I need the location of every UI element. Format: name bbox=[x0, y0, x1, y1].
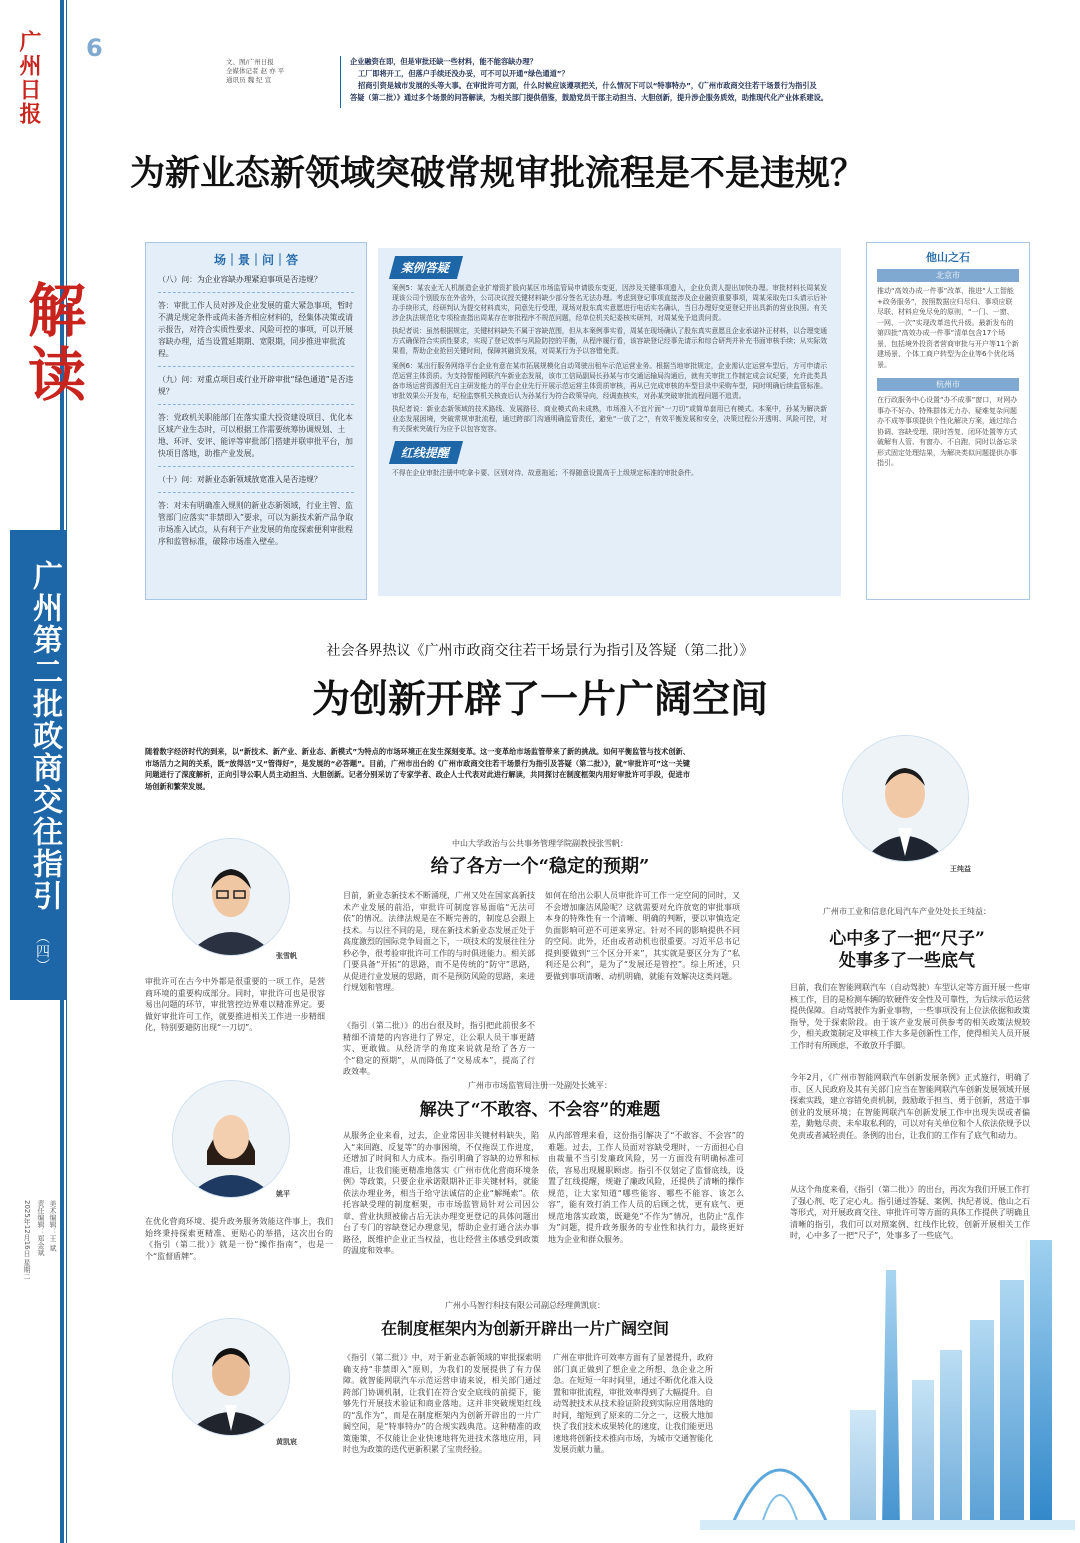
qa-box-title: 场｜景｜问｜答 bbox=[213, 253, 298, 267]
summary-line: 招商引资是城市发展的头等大事。在审批许可方面，什么时候应该遵项把关，什么情况下可以“特事特办”，《广州市政商交往若干场景行为指引及 bbox=[358, 81, 817, 90]
qa-question: （十）问：对新业态新领域放宽准入是否违规？ bbox=[158, 475, 322, 484]
feature-kicker: 社会各界热议《广州市政商交往若干场景行为指引及答疑（第二批）》 bbox=[326, 643, 754, 659]
divider bbox=[158, 404, 354, 406]
beijing-text: 推动“高效办成一件事”改革，推进“人工智能+政务服务”，按照数据应归尽归、事项应联尽联、材料应免尽免的原则，“一门、一窗、一网、一次”实现改革迭代升级。最新发布的第四批“高效办成一件事”清单包含17个场景，包括境外投资者营商审批与开户等11个新建场景、个体工商户转型为企业等6个优化场景。 bbox=[877, 287, 1019, 369]
s2-who: 广州市工业和信息化局汽车产业处处长王纯益： bbox=[823, 907, 991, 916]
portrait-caption: 姚平 bbox=[276, 1190, 290, 1198]
series-number: （四） bbox=[34, 930, 50, 972]
credit-line: 文、图/广州日报 bbox=[226, 58, 274, 66]
editor-info-3 bbox=[48, 1200, 57, 1400]
feature-title: 为创新开辟了一片广阔空间 bbox=[311, 676, 768, 721]
divider bbox=[158, 466, 354, 468]
qa-box bbox=[145, 242, 367, 600]
s4-who: 广州小马智行科技有限公司副总经理黄凯宸： bbox=[445, 1301, 605, 1310]
portrait-caption: 王纯益 bbox=[950, 865, 971, 873]
section-label-jiedu: 解读 bbox=[18, 280, 86, 408]
credit-line: 通讯员 魏 纪 宣 bbox=[226, 76, 272, 84]
summary-line: 企业融资在即，但是审批还缺一些材料，能不能容缺办理？ bbox=[350, 57, 537, 66]
case-6: 案例6：某出行服务网络平台企业有意在某市拓展规模化自动驾驶出租车示范运营业务。根据当地审批规定，企业需认定运营车型后，方可申请示范运营主体资质。为支持智能网联汽车新业态发展，该市工信局副局长孙某与市交通运输局沟通后，就有关审批工作制定成会议纪要，允许此类具备市场运营资源但无自主研发能力的平台企业先行开展示范运营主体资质审核，再从已完成审核的车型目录中采购车型，同时明确后续监管标准。审批效果公开发布，纪检监察机关核查后认为孙某行为符合政策导向，经调查核实，对孙某突破审批流程问题不追责。 bbox=[392, 362, 827, 400]
avatar bbox=[842, 735, 969, 862]
red-line-title-wrap bbox=[392, 441, 827, 464]
divider bbox=[158, 292, 354, 294]
avatar bbox=[172, 838, 290, 956]
city-label-hangzhou: 杭州市 bbox=[877, 378, 1019, 391]
credits bbox=[226, 58, 336, 85]
qa-answer: 答：审批工作人员对涉及企业发展的重大紧急事项，暂时不满足规定条件或尚未备齐相应材料的，经集体决策或请示报告，对符合实质性要求、风险可控的事项，可以开展容缺办理，适当设置延期期、宽限期，同步推进审批流程。 bbox=[158, 301, 353, 358]
s3-title: 解决了“不敢容、不会容”的难题 bbox=[419, 1100, 661, 1120]
city-skyline-illustration bbox=[700, 1230, 1075, 1530]
left-border-thin bbox=[66, 0, 67, 1543]
city-label-beijing: 北京市 bbox=[877, 269, 1019, 282]
editor-info-2 bbox=[36, 1200, 45, 1400]
case-5: 案例5：某农业无人机制造企业扩增资扩股向某区市场监管局申请股东变更，因涉及关键事项遗入，企业负责人提出加快办理。审批材料长周某发现该公司个别股东在外省外，公司决议授关键材料缺少部分签名无法办理。考虑到登记事项直接涉及企业融资重要事项，周某采取先口头请示后补办手续形式，经研判认为提交材料真实，同意先行受理，现场对股东真实意愿进行电话实名确认，当日办理好变更登记并出具新的营业执照。有关涉企执法规范化专项检查指出周某存在审批程序不规范问题，经单位机关纪委核实研判，对周某免予追责问责。 bbox=[392, 284, 827, 322]
portrait-caption: 张雪帆 bbox=[276, 952, 297, 960]
avatar bbox=[172, 1318, 290, 1436]
qa-question: （八）问：为企业容缺办理紧迫事项是否违规？ bbox=[158, 275, 322, 284]
s1-paragraph: 如何在给出公职人员审批许可工作一定空间的同时，又不会增加廉洁风险呢？这就需要对允许放宽的审批事项本身的特殊性有一个清晰、明确的判断，要以审慎选定负面影响可逆不可逆来界定。针对不同的影响提供不同的空间。此外，还由或者动机也很重要。习近平总书记提到要做到“三个区分开来”，其实就是要区分为了“私利还是公利”，是为了“发展还是管控”。综上所述，只要做到事项清晰、动机明确，就能有效解决这类问题。 bbox=[545, 891, 740, 981]
other-cities-box bbox=[866, 242, 1030, 600]
s3-paragraph: 从内部管理来看，这份指引解决了“不敢容、不会容”的难题。过去，工作人员面对容缺受理时，一方面担心自由裁量不当引发廉政风险，另一方面没有明确标准可依，容易出现履职顾虑。指引不仅划定了监督底线，设置了红线提醒，规避了廉政风险，还提供了清晰的操作规范，让大家知道“哪些能容、哪些不能容、该怎么容”，能有效打消工作人员的后顾之忧，更有底气、更规范地落实政策，既避免“不作为”情况，也防止“乱作为”问题，提升政务服务的专业性和执行力，最终更好地为企业和群众服务。 bbox=[548, 1131, 744, 1244]
qa-answer: 答：党政机关职能部门在落实重大投资建设项目、优化本区域产业生态时，可以根据工作需要统筹协调规划、土地、环评、安评、能评等审批部门搭建并联审批平台，加快项目落地，助推产业发展。 bbox=[158, 413, 353, 458]
s4-paragraph: 广州在审批许可效率方面有了显著提升，政府部门真正做到了想企业之所想、急企业之所急。在短短一年时间里，通过不断优化准入设置和审批流程，审批效率得到了大幅提升。自动驾驶技术从技术验证阶段到实际应用落地的时间，缩短到了原来的二分之一，这极大地加快了我们技术成果转化的速度，让我们能更迅速地将创新技术推向市场，为城市交通智能化发展贡献力量。 bbox=[553, 1353, 713, 1454]
masthead-paper: 广州日报 bbox=[16, 30, 42, 126]
headline: 为新业态新领域突破常规审批流程是不是违规？ bbox=[130, 153, 866, 194]
s3-who: 广州市市场监管局注册一处副处长姚平： bbox=[468, 1081, 612, 1090]
s1-paragraph: 目前，新业态新技术不断涌现，广州又处在国家高新技术产业发展的前沿，审批许可制度容易面临“无法可依”的情况。法律法规是在不断完善的，制度总会跟上技术。与以往不同的是，现在新技术新业态发展正处于高度激烈的国际竞争局面之下，一项技术的发展往往分秒必争，很考验审批许可工作的与时俱进能力。相关部门要具备“开拓”的思路，而不是传统的“防守”思路，从促进行业发展的思路，而不是预防风险的思路，来进行规划和管理。 bbox=[343, 891, 535, 992]
credit-line: 全媒体记者 赵 亦 平 bbox=[226, 67, 285, 75]
portrait-illustration bbox=[843, 736, 968, 861]
s1-paragraph: 审批许可在古今中外都是很重要的一项工作，是营商环境的重要构成部分。同时，审批许可也是很容易出问题的环节，审批管控边界难以精准界定。要做好审批许可工作，就要推进相关工作进一步精细化，特别要避防出现“一刀切”。 bbox=[145, 977, 325, 1032]
editor-line: 2025年12月16日 星期二 bbox=[23, 1200, 31, 1280]
portrait-illustration bbox=[173, 839, 289, 955]
credit-divider bbox=[340, 56, 341, 108]
s2-title-1: 心中多了一把“尺子” bbox=[829, 929, 985, 949]
case-5-comment: 执纪者说：虽然根据规定，关键材料缺失不属于容缺范围，但从本案例事实看，周某在现场确认了股东真实意愿且企业承诺补正材料，以合理变通方式确保符合实质性要求，实现了登记效率与风险防控的平衡，从程序履行看，该容缺登记经事先请示和综合研判并补充书面审核手续；从实际效果看，帮助企业抢回关键时间，保障其融资发展，对周某行为予以容错免责。 bbox=[392, 327, 827, 355]
other-box-title: 他山之石 bbox=[926, 251, 970, 264]
editor-line: 责任编辑：郑金斌 bbox=[37, 1200, 45, 1256]
s2-paragraph: 从这个角度来看，《指引（第二批）》的出台，再次为我们开展工作打了强心剂、吃了定心丸。指引通过答疑、案例、执纪者说、他山之石等形式，对开展政商交往、审批许可等方面的具体工作提供了明确且清晰的指引，我们可以对照案例、红线作比较，创新开展相关工作时，心中多了一把“尺子”，处事多了一些底气。 bbox=[790, 1185, 1030, 1240]
portrait-caption: 黄凯宸 bbox=[276, 1438, 297, 1446]
case-box bbox=[378, 248, 841, 596]
s1-paragraph: 《指引（第二批）》的出台很及时，指引把此前很多不精细不清楚的内容进行了界定，让公职人员干事更踏实、更敢做。从经济学的角度来说就是给了各方一个“稳定的预期”，从而降低了“交易成本”，提高了行政效率。 bbox=[343, 1021, 535, 1076]
editor-line: 美术编辑：王 斌 bbox=[49, 1200, 57, 1252]
red-line-title: 红线提醒 bbox=[389, 441, 463, 464]
divider bbox=[158, 492, 354, 494]
s3-paragraph: 在优化营商环境、提升政务服务效能这件事上，我们始终秉持探索更精准、更贴心的举措，这次出台的《指引（第二批）》就是一份“操作指南”，也是一个“监督盾牌”。 bbox=[145, 1217, 333, 1261]
series-title: 广州第二批政商交往指引 bbox=[27, 560, 62, 912]
s4-title: 在制度框架内为创新开辟出一片广阔空间 bbox=[380, 1319, 669, 1338]
portrait-illustration bbox=[173, 1081, 289, 1197]
summary-line: 答疑（第二批）》通过多个场景的问答解读，为相关部门提供借鉴，鼓励党员干部主动担当、大胆创新，提升涉企服务质效，助推现代化产业体系建设。 bbox=[350, 93, 828, 102]
summary-line: 工厂即将开工，但落户手续还没办妥，可不可以开通“绿色通道”？ bbox=[358, 69, 569, 78]
feature-lead: 随着数字经济时代的到来，以“新技术、新产业、新业态、新模式”为特点的市场环境正在发生深刻变革。这一变革给市场监管带来了新的挑战。如何平衡监管与技术创新、市场活力之间的关系，既“放得活”又“管得好”，是发展的“必答题”。目前，广州市出台的《广州市政商交往若干场景行为指引及答疑（第二批）》，就“审批许可”这一关键问题进行了深度解析，正向引导公职人员主动担当、大胆创新。记者分别采访了专家学者、政企人士代表对此进行解读，共同探讨在制度框架内用好审批许可手段，促进市场创新和繁荣发展。 bbox=[145, 747, 690, 791]
s4-paragraph: 《指引（第二批）》中，对于新业态新领域的审批探索明确支持“非禁即入”原则，为我们的发展提供了有力保障。就智能网联汽车示范运营申请来说，相关部门通过跨部门协调机制，让我们在符合安全底线的前提下，能够先行开展技术验证和商业落地。这并非突破规矩红线的“乱作为”，而是在制度框架内为创新开辟出的一片广阔空间，是“特事特办”的合规实践典范。这种精准的政策施策，不仅能让企业快速地将先进技术落地应用，同时也为政策的迭代更新积累了宝贵经验。 bbox=[343, 1353, 541, 1454]
hangzhou-text: 在行政服务中心设置“办不成事”窗口，对网办事办不好办、特殊群体无力办、疑难复杂问题办不成等事项提供个性化解决方案，通过综合协调、容缺受理、限时答复、闭环处置等方式破解有人管、有窗办、不自跑，同时以备忘录形式固定处理结果，为解决类似问题提供办事指引。 bbox=[877, 396, 1018, 467]
qa-question: （九）问：对重点项目或行业开辟审批“绿色通道”是否违规？ bbox=[158, 375, 354, 396]
s2-title-2: 处事多了一些底气 bbox=[839, 951, 975, 971]
case-6-comment: 执纪者说：新业态新领域的技术路线、发展路径、商业模式尚未成熟，市场准入不宜片面“一刀切”或简单套用已有模式。本案中，孙某为解决新业态发展困境，突破常规审批流程，通过跨部门沟通明确监管责任，避免“一放了之”，有效平衡发展和安全，决策过程公开透明、风险可控，对有关探索突破行为应予以包容宽容。 bbox=[392, 405, 827, 433]
red-line-text: 不得在企业审批注册中吃拿卡要、区别对待、故意拖延；不得随意设置高于上级规定标准的审批条件。 bbox=[392, 469, 698, 477]
portrait-illustration bbox=[173, 1319, 289, 1435]
s3-paragraph: 从服务企业来看，过去，企业常因非关键材料缺失，陷入“来回跑、反复等”的办事困境，不仅拖误工作进度，还增加了时间和人力成本。指引明确了容缺的边界和标准后，让我们能更精准地落实《广州市优化营商环境条例》等政策，只要企业承诺限期补正非关键材料，就能依法办理业务，相当于给守法诚信的企业“解绳索”。依托容缺受理的制度框架，市市场监管局针对公司因公章、营业执照被偷占后无法办理变更登记的具体问题出台了专门的容缺登记办理意见，帮助企业打通合法办事路径，既维护企业正当权益，也让经营主体感受到政策的温度和效率。 bbox=[343, 1131, 539, 1255]
divider bbox=[158, 366, 354, 368]
avatar bbox=[172, 1080, 290, 1198]
s2-paragraph: 目前，我们在智能网联汽车（自动驾驶）车型认定等方面开展一些审核工作，目的是检测车辆的软硬件安全性及可靠性，为后续示范运营提供保障。自动驾驶作为新业事物，一些事项没有上位法依据和政策指导，处于探索阶段。由于该产业发展可供参考的相关政策法规较少，相关政策制定及审核工作大多是创新性工作，使得相关人员开展工作时有所顾虑，不敢放开手脚。 bbox=[790, 983, 1030, 1050]
qa-answer: 答：对未有明确准入规则的新业态新领域，行业主管、监管部门应落实“非禁即入”要求，可以为新技术新产品争取市场准入试点，从有利于产业发展的角度探索便利审批程序和监管标准，破除市场准入壁垒。 bbox=[158, 501, 354, 546]
s2-paragraph: 今年2月，《广州市智能网联汽车创新发展条例》正式施行，明确了市、区人民政府及其有关部门应当在智能网联汽车创新发展领域开展探索实践，建立容错免责机制，鼓励敢于担当、勇于创新，营造干事创业的发展环境；在智能网联汽车创新发展工作中出现失误或者偏差，勤勉尽责、未牟取私利的，可以对有关单位和个人依法依规予以免责或者减轻责任。条例的出台，让我们的工作有了底气和动力。 bbox=[790, 1073, 1030, 1140]
s1-who: 中山大学政治与公共事务管理学院副教授张雪帆： bbox=[452, 839, 628, 848]
editor-info bbox=[22, 1200, 31, 1400]
case-box-title-wrap bbox=[392, 256, 827, 279]
page-number: 6 bbox=[86, 34, 103, 62]
s1-title: 给了各方一个“稳定的预期” bbox=[430, 856, 650, 877]
case-box-title: 案例答疑 bbox=[389, 256, 463, 279]
top-summary bbox=[350, 56, 950, 104]
